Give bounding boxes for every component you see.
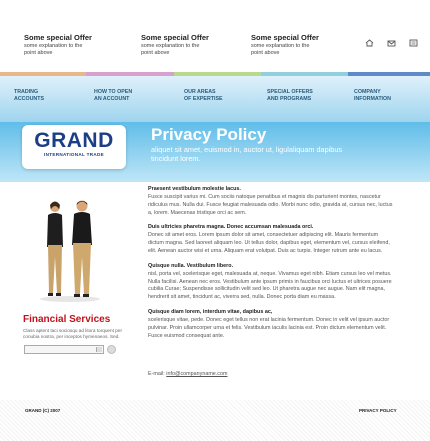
offer-title: Some special Offer (141, 33, 209, 42)
mail-icon[interactable] (387, 34, 396, 42)
section-heading: Quisque nulla. Vestibulum libero. (148, 262, 234, 269)
email-label: E-mail: (148, 371, 165, 377)
nav-label: HOW TO OPEN (94, 89, 133, 95)
special-offer-2[interactable] (141, 33, 251, 56)
content-section (148, 309, 394, 340)
nav-special-offers[interactable] (267, 89, 313, 102)
section-body: nisl, porta vel, scelerisque eget, malesuada at, neque. Vivamus eget nibh. Etiam cursus leo vel metus. Nulla facilisi. Aenean nec eros. Vestibulum ante ipsum primis in faucibus orci luctus et ultrices posuere cubilia Curae; Suspendisse sollicitudin velit sed leo. Ut pharetra augue nec augue. Nam elit magna, hendrerit sit amet, tincidunt ac, viverra sed, nulla. Donec porta diam eu massa. (148, 270, 392, 301)
nav-label: TRADING (14, 89, 39, 95)
nav-label: INFORMATION (354, 95, 391, 102)
top-icons (365, 34, 418, 42)
nav-trading-accounts[interactable] (14, 89, 44, 102)
section-heading: Duis ultricies pharetra magna. Donec accumsan malesuada orci. (148, 224, 314, 231)
nav-areas-of-expertise[interactable] (184, 89, 223, 102)
financial-services-description: Class aptent taci sociosqu ad litora torquent per conubia nostra, per inceptos hymenaeos. Sed. (23, 328, 123, 339)
offer-title: Some special Offer (251, 33, 319, 42)
offer-title: Some special Offer (24, 33, 92, 42)
go-button[interactable] (107, 345, 116, 354)
nav-label: OF EXPERTISE (184, 95, 223, 102)
nav-label: AND PROGRAMS (267, 95, 312, 102)
financial-services-box (23, 314, 138, 339)
privacy-policy-link[interactable]: PRIVACY POLICY (359, 408, 397, 413)
section-body: scelerisque vitae, pede. Donec eget tellus non erat lacinia fermentum. Donec in velit vel ipsum auctor pulvinar. Proin ullamcorper urna et felis. Vestibulum iaculis lacinia est. Proin dictum elementum velit. Fusce euismod consequat ante. (148, 316, 390, 339)
home-icon[interactable] (365, 34, 374, 42)
page-title: Privacy Policy (151, 125, 267, 144)
services-select[interactable] (24, 345, 104, 354)
footer (0, 400, 430, 441)
section-body: Donec sit amet eros. Lorem ipsum dolor sit amet, consectetuer adipiscing elit. Mauris fermentum dictum magna. Sed laoreet aliquam leo. Ut tellus dolor, dapibus eget, elementum vel, cursus eleifend, elit. Aenean auctor wisi et urna. Aliquam erat volutpat. Duis ac turpis. Integer rutrum ante eu lacus. (148, 232, 390, 254)
nav-label: ACCOUNTS (14, 95, 45, 102)
logo-title: GRAND (34, 129, 114, 152)
company-logo[interactable] (22, 125, 126, 169)
offer-description: some explanation to the point above (251, 43, 310, 56)
logo-subtitle: INTERNATIONAL TRADE (44, 152, 104, 157)
financial-services-title: Financial Services (23, 314, 111, 325)
nav-how-to-open[interactable] (94, 89, 132, 102)
content-section (148, 186, 394, 217)
special-offer-1[interactable] (24, 33, 134, 56)
business-people-image (30, 195, 110, 303)
sitemap-icon[interactable] (409, 34, 418, 42)
nav-label: COMPANY (354, 89, 381, 95)
special-offer-3[interactable] (251, 33, 361, 56)
nav-company-information[interactable] (354, 89, 391, 102)
section-body: Fusce suscipit varius mi. Cum sociis natoque penatibus et magnis dis parturient montes, nascetur ridiculus mus. Nulla dui. Fusce feugiat malesuada odio. Morbi nunc odio, gravida at, cursus nec, luctus a, lorem. Maecenas tristique orci ac sem. (148, 194, 393, 216)
content-section (148, 224, 394, 255)
email-link[interactable]: info@companyname.com (166, 371, 228, 377)
email-line (148, 371, 227, 377)
offer-description: some explanation to the point above (141, 43, 200, 56)
copyright-text: GRAND (C) 2007 (25, 408, 61, 413)
nav-label: OUR AREAS (184, 89, 216, 95)
main-content (148, 186, 394, 347)
chevron-down-icon (96, 347, 102, 352)
content-section (148, 263, 394, 302)
section-heading: Quisque diam lorem, interdum vitae, dapibus ac, (148, 308, 273, 315)
top-bar (0, 0, 430, 72)
nav-label: AN ACCOUNT (94, 95, 130, 102)
section-heading: Praesent vestibulum molestie lacus. (148, 186, 241, 192)
main-nav (0, 76, 430, 122)
offer-description: some explanation to the point above (24, 43, 83, 56)
nav-label: SPECIAL OFFERS (267, 89, 313, 95)
page-subtitle: aliquet sit amet, euismod in, auctor ut, ligulaliquam dapibus tincidunt lorem. (151, 145, 343, 163)
